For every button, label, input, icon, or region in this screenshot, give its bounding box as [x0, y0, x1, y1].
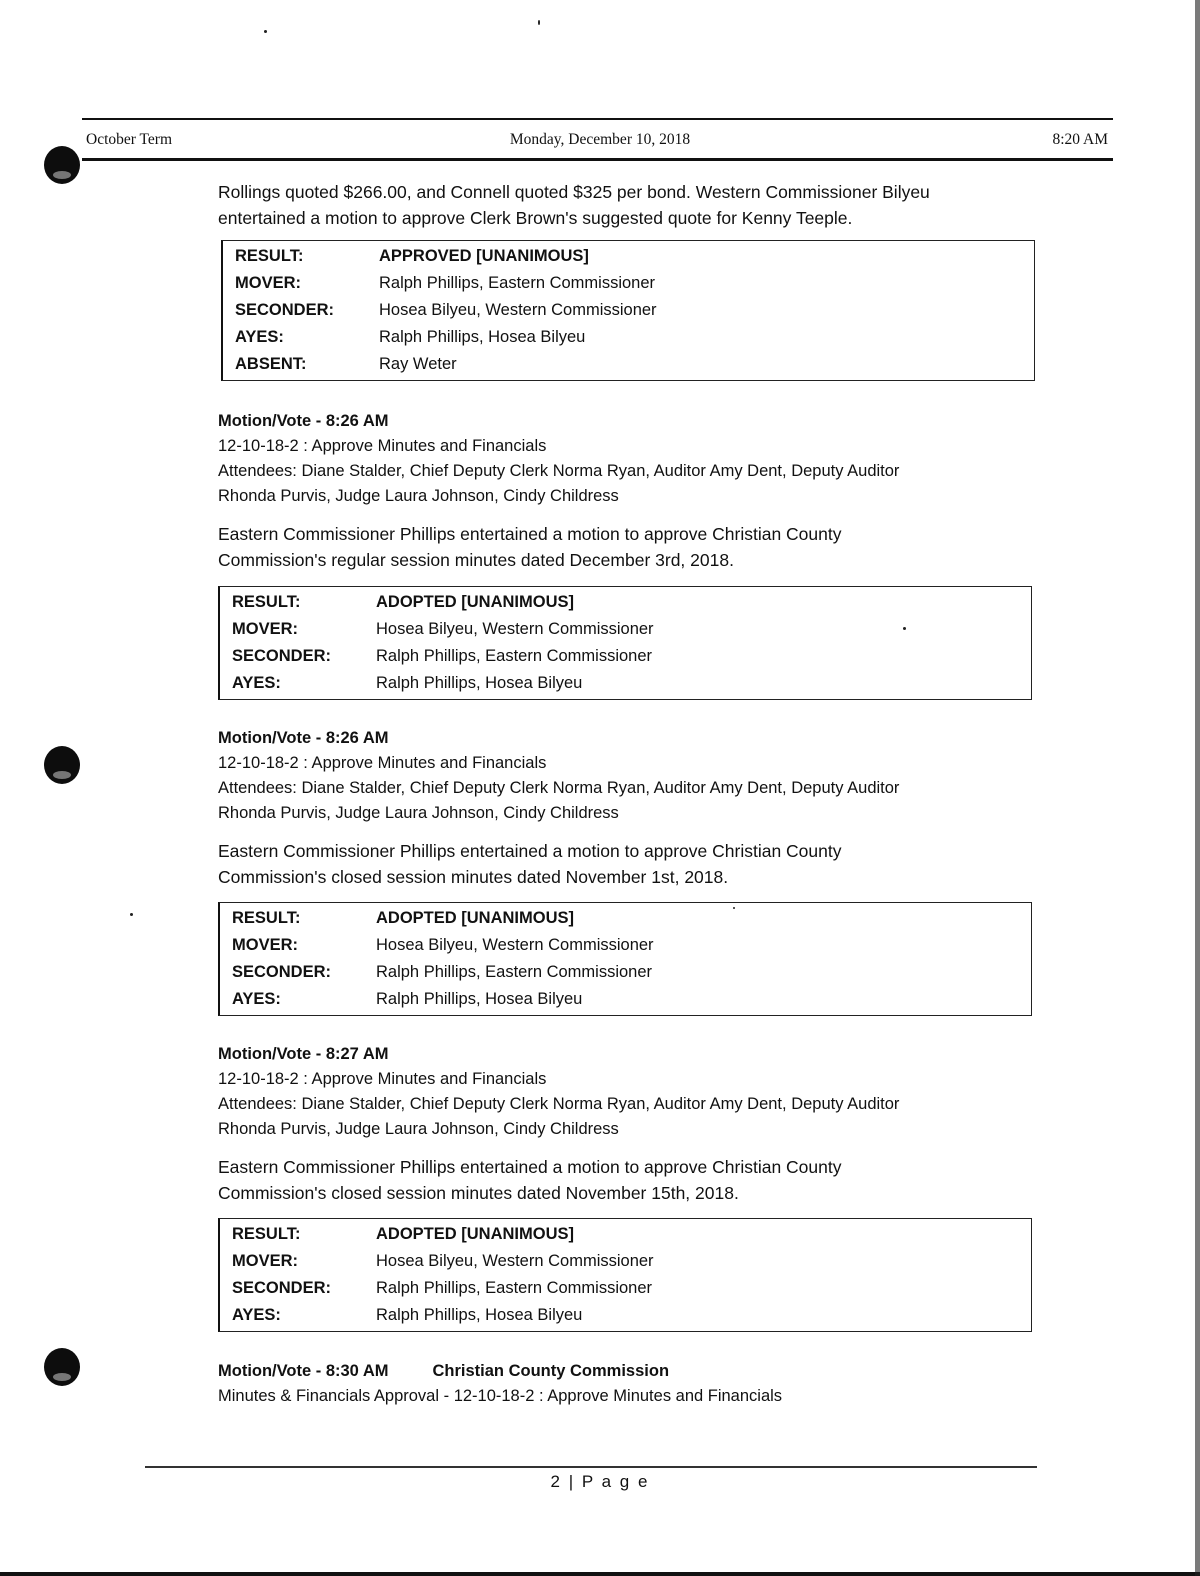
vote-row-mover: [220, 616, 1031, 643]
vote-label: RESULT:: [232, 593, 301, 611]
vote-table: [218, 1218, 1032, 1332]
vote-row-ayes: [220, 670, 1031, 697]
vote-value: Hosea Bilyeu, Western Commissioner: [376, 620, 654, 638]
vote-label: AYES:: [232, 990, 281, 1008]
vote-row-result: [220, 589, 1031, 616]
scan-edge: [0, 1572, 1200, 1576]
binder-hole-icon: [44, 746, 80, 784]
vote-label: SECONDER:: [232, 963, 332, 981]
vote-value: Ralph Phillips, Hosea Bilyeu: [376, 1306, 583, 1324]
footer-rule: [145, 1466, 1037, 1468]
intro-paragraph: [218, 180, 1078, 231]
motion-attendees: Attendees: Diane Stalder, Chief Deputy Clerk Norma Ryan, Auditor Amy Dent, Deputy Auditor: [218, 462, 900, 480]
vote-value: APPROVED [UNANIMOUS]: [379, 247, 589, 265]
motion-heading: Motion/Vote - 8:30 AM: [218, 1362, 389, 1380]
vote-value: Ralph Phillips, Eastern Commissioner: [376, 963, 653, 981]
motion-attendees: Rhonda Purvis, Judge Laura Johnson, Cindy Childress: [218, 487, 619, 505]
motion-description-line: Commission's closed session minutes dated November 1st, 2018.: [218, 866, 729, 887]
binder-hole-icon: [44, 146, 80, 184]
vote-label: RESULT:: [235, 247, 304, 265]
vote-row-seconder: [220, 643, 1031, 670]
vote-table: [221, 240, 1035, 381]
header-term: October Term: [86, 131, 172, 148]
vote-label: RESULT:: [232, 909, 301, 927]
vote-row-seconder: [220, 1275, 1031, 1302]
motion-item: 12-10-18-2 : Approve Minutes and Financials: [218, 754, 547, 772]
vote-label: MOVER:: [232, 620, 298, 638]
header-time: 8:20 AM: [1052, 131, 1108, 148]
motion-description-line: Eastern Commissioner Phillips entertained a motion to approve Christian County: [218, 1157, 842, 1177]
vote-value: ADOPTED [UNANIMOUS]: [376, 909, 574, 927]
vote-value: Ray Weter: [379, 355, 457, 373]
motion-organization: Christian County Commission: [432, 1362, 670, 1380]
vote-value: Ralph Phillips, Eastern Commissioner: [376, 1279, 653, 1297]
motion-heading: Motion/Vote - 8:26 AM: [218, 412, 389, 430]
scan-speck: [130, 913, 133, 916]
vote-row-result: [220, 905, 1031, 932]
vote-row-mover: [223, 270, 1034, 297]
vote-label: SECONDER:: [232, 1279, 332, 1297]
intro-line: entertained a motion to approve Clerk Brown's suggested quote for Kenny Teeple.: [218, 207, 853, 228]
vote-row-ayes: [223, 324, 1034, 351]
vote-value: Ralph Phillips, Eastern Commissioner: [379, 274, 656, 292]
motion-block: [218, 1042, 1078, 1142]
motion-block: [218, 1359, 1078, 1409]
header-rule-bottom: [82, 158, 1113, 161]
vote-label: AYES:: [232, 1306, 281, 1324]
vote-value: Hosea Bilyeu, Western Commissioner: [376, 1252, 654, 1270]
motion-block: [218, 726, 1078, 826]
motion-description: [218, 839, 1078, 890]
vote-row-ayes: [220, 1302, 1031, 1329]
header-date: Monday, December 10, 2018: [509, 131, 691, 148]
vote-row-result: [223, 243, 1034, 270]
vote-label: MOVER:: [232, 1252, 298, 1270]
motion-attendees: Attendees: Diane Stalder, Chief Deputy Clerk Norma Ryan, Auditor Amy Dent, Deputy Auditor: [218, 1095, 900, 1113]
vote-label: RESULT:: [232, 1225, 301, 1243]
vote-row-result: [220, 1221, 1031, 1248]
vote-value: Hosea Bilyeu, Western Commissioner: [376, 936, 654, 954]
vote-table: [218, 586, 1032, 700]
motion-attendees: Rhonda Purvis, Judge Laura Johnson, Cindy Childress: [218, 1120, 619, 1138]
motion-item: 12-10-18-2 : Approve Minutes and Financials: [218, 1070, 547, 1088]
vote-value: Ralph Phillips, Hosea Bilyeu: [376, 990, 583, 1008]
motion-description-line: Eastern Commissioner Phillips entertained a motion to approve Christian County: [218, 524, 842, 544]
vote-label: SECONDER:: [235, 301, 335, 319]
vote-row-seconder: [223, 297, 1034, 324]
vote-label: AYES:: [232, 674, 281, 692]
motion-item: Minutes & Financials Approval - 12-10-18-2 : Approve Minutes and Financials: [218, 1387, 783, 1405]
vote-value: ADOPTED [UNANIMOUS]: [376, 593, 574, 611]
vote-row-absent: [223, 351, 1034, 378]
vote-label: MOVER:: [232, 936, 298, 954]
vote-row-seconder: [220, 959, 1031, 986]
vote-value: Ralph Phillips, Hosea Bilyeu: [379, 328, 586, 346]
motion-description-line: Eastern Commissioner Phillips entertained a motion to approve Christian County: [218, 841, 842, 861]
motion-description-line: Commission's regular session minutes dated December 3rd, 2018.: [218, 549, 734, 570]
motion-block: [218, 409, 1078, 509]
vote-row-mover: [220, 932, 1031, 959]
header-rule-top: [82, 118, 1113, 120]
motion-description-line: Commission's closed session minutes dated November 15th, 2018.: [218, 1182, 739, 1203]
scan-edge: [1195, 0, 1200, 1576]
motion-heading: Motion/Vote - 8:26 AM: [218, 729, 389, 747]
motion-description: [218, 522, 1078, 573]
motion-description: [218, 1155, 1078, 1206]
vote-value: ADOPTED [UNANIMOUS]: [376, 1225, 574, 1243]
vote-value: Ralph Phillips, Hosea Bilyeu: [376, 674, 583, 692]
vote-value: Ralph Phillips, Eastern Commissioner: [376, 647, 653, 665]
motion-attendees: Attendees: Diane Stalder, Chief Deputy Clerk Norma Ryan, Auditor Amy Dent, Deputy Auditor: [218, 779, 900, 797]
vote-label: ABSENT:: [235, 355, 307, 373]
intro-line: Rollings quoted $266.00, and Connell quoted $325 per bond. Western Commissioner Bilyeu: [218, 182, 930, 202]
vote-label: AYES:: [235, 328, 284, 346]
vote-label: SECONDER:: [232, 647, 332, 665]
binder-hole-icon: [44, 1348, 80, 1386]
vote-row-ayes: [220, 986, 1031, 1013]
vote-table: [218, 902, 1032, 1016]
vote-row-mover: [220, 1248, 1031, 1275]
scan-speck: [264, 30, 267, 33]
motion-item: 12-10-18-2 : Approve Minutes and Financials: [218, 437, 547, 455]
vote-label: MOVER:: [235, 274, 301, 292]
scan-speck: [538, 20, 540, 25]
motion-attendees: Rhonda Purvis, Judge Laura Johnson, Cindy Childress: [218, 804, 619, 822]
vote-value: Hosea Bilyeu, Western Commissioner: [379, 301, 657, 319]
page-number: 2 | P a g e: [550, 1472, 650, 1491]
motion-heading: Motion/Vote - 8:27 AM: [218, 1045, 389, 1063]
